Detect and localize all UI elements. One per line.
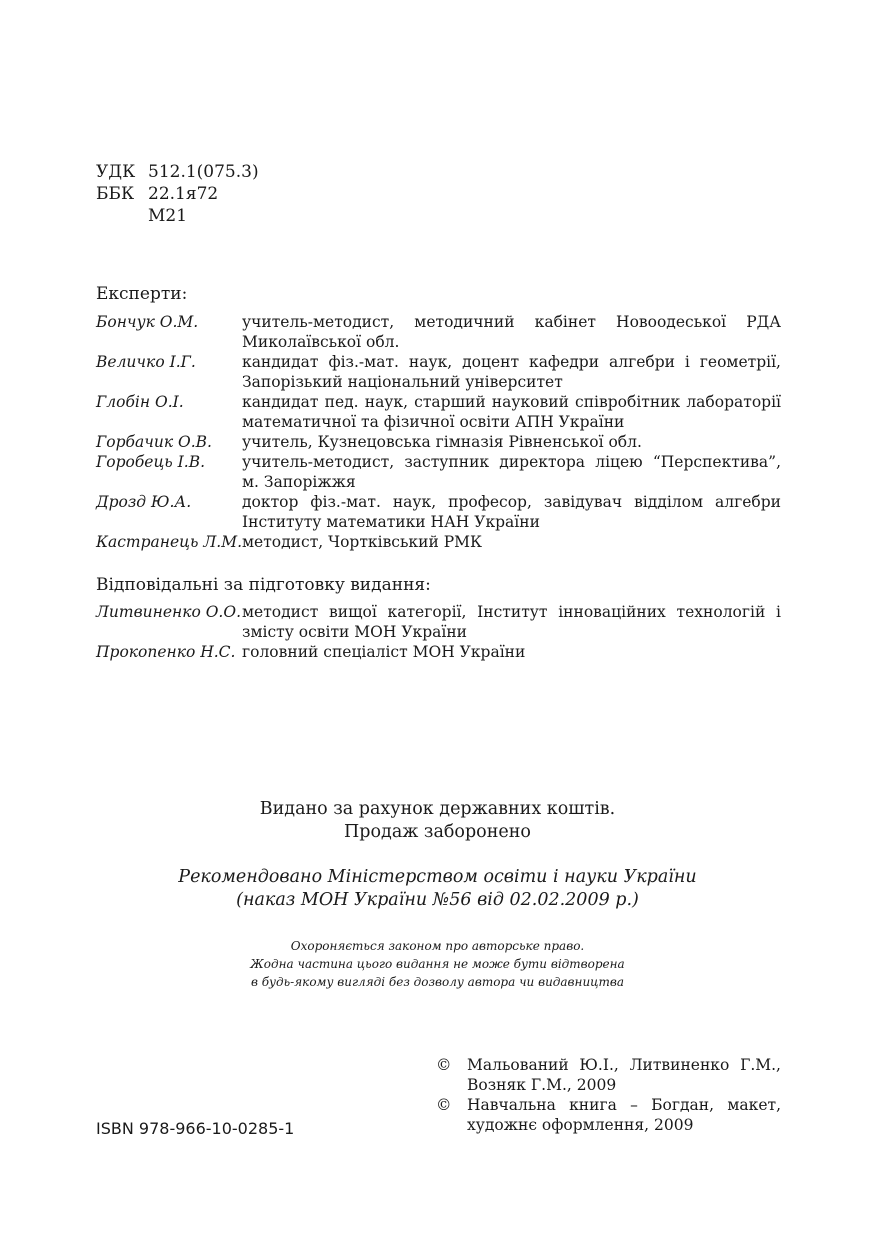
legal-line: Охороняється законом про авторське право.	[290, 939, 585, 953]
funding-notice	[0, 798, 875, 844]
recommendation-line: Рекомендовано Міністерством освіти і науки України	[178, 867, 697, 887]
expert-desc: кандидат пед. наук, старший науковий співробітник лабораторії математичної та фізичної освіти АПН України	[242, 393, 781, 431]
responsible-desc: головний спеціаліст МОН України	[242, 643, 526, 661]
udk-row	[96, 161, 259, 183]
bbk-label: ББК	[96, 184, 135, 204]
udk-label: УДК	[96, 162, 136, 182]
copyright-text: Навчальна книга – Богдан, макет, художнє оформлення, 2009	[467, 1096, 781, 1134]
copyright-entry	[436, 1095, 781, 1135]
isbn: ISBN 978-966-10-0285-1	[96, 1119, 295, 1138]
responsible-desc: методист вищої категорії, Інститут інноваційних технологій і змісту освіти МОН України	[242, 603, 781, 641]
expert-desc: учитель-методист, заступник директора ліцею “Перспектива”, м. Запоріжжя	[242, 453, 781, 491]
copyright-text: Мальований Ю.І., Литвиненко Г.М., Возняк Г.М., 2009	[467, 1056, 781, 1094]
responsible-name: Литвиненко О.О.	[96, 603, 241, 621]
copyright-block	[436, 1055, 781, 1135]
expert-desc: методист, Чортківський РМК	[242, 533, 482, 551]
ministry-recommendation	[0, 866, 875, 912]
bbk-row	[96, 183, 259, 205]
legal-line: Жодна частина цього видання не може бути відтворена	[250, 957, 625, 971]
expert-entry	[96, 452, 781, 492]
expert-desc: кандидат фіз.-мат. наук, доцент кафедри алгебри і геометрії, Запорізький національний університет	[242, 353, 781, 391]
expert-name: Величко І.Г.	[96, 353, 196, 371]
expert-desc: доктор фіз.-мат. наук, професор, завідувач відділом алгебри Інституту математики НАН України	[242, 493, 781, 531]
recommendation-order: (наказ МОН України №56 від 02.02.2009 р.)	[236, 890, 639, 910]
expert-name: Горобець І.В.	[96, 453, 206, 471]
udk-value: 512.1(075.3)	[148, 162, 259, 182]
expert-entry	[96, 312, 781, 352]
expert-name: Дрозд Ю.А.	[96, 493, 192, 511]
bbk-value: 22.1я72	[148, 184, 219, 204]
responsible-heading: Відповідальні за підготовку видання:	[96, 575, 431, 595]
notice-line: Продаж заборонено	[344, 822, 531, 842]
expert-name: Горбачик О.В.	[96, 433, 212, 451]
expert-name: Кастранець Л.М.	[96, 533, 243, 551]
expert-desc: учитель, Кузнецовська гімназія Рівненської обл.	[242, 433, 642, 451]
expert-entry	[96, 392, 781, 432]
responsible-entry	[96, 602, 781, 642]
expert-entry	[96, 432, 781, 452]
notice-line: Видано за рахунок державних коштів.	[259, 799, 616, 819]
experts-heading: Експерти:	[96, 284, 188, 304]
expert-name: Бончук О.М.	[96, 313, 199, 331]
copyright-icon: ©	[436, 1056, 452, 1074]
expert-entry	[96, 532, 781, 552]
expert-desc: учитель-методист, методичний кабінет Новоодеської РДА Миколаївської обл.	[242, 313, 781, 351]
legal-line: в будь-якому вигляді без дозволу автора чи видавництва	[250, 975, 625, 989]
responsible-entry	[96, 642, 781, 662]
copyright-entry	[436, 1055, 781, 1095]
responsible-name: Прокопенко Н.С.	[96, 643, 236, 661]
classification-block	[96, 161, 259, 227]
author-mark-row	[96, 205, 259, 227]
author-mark: М21	[148, 206, 188, 226]
responsible-list	[96, 602, 781, 662]
expert-entry	[96, 492, 781, 532]
experts-list	[96, 312, 781, 552]
expert-entry	[96, 352, 781, 392]
expert-name: Глобін О.І.	[96, 393, 184, 411]
copyright-law-notice	[0, 937, 875, 991]
copyright-icon: ©	[436, 1096, 452, 1114]
